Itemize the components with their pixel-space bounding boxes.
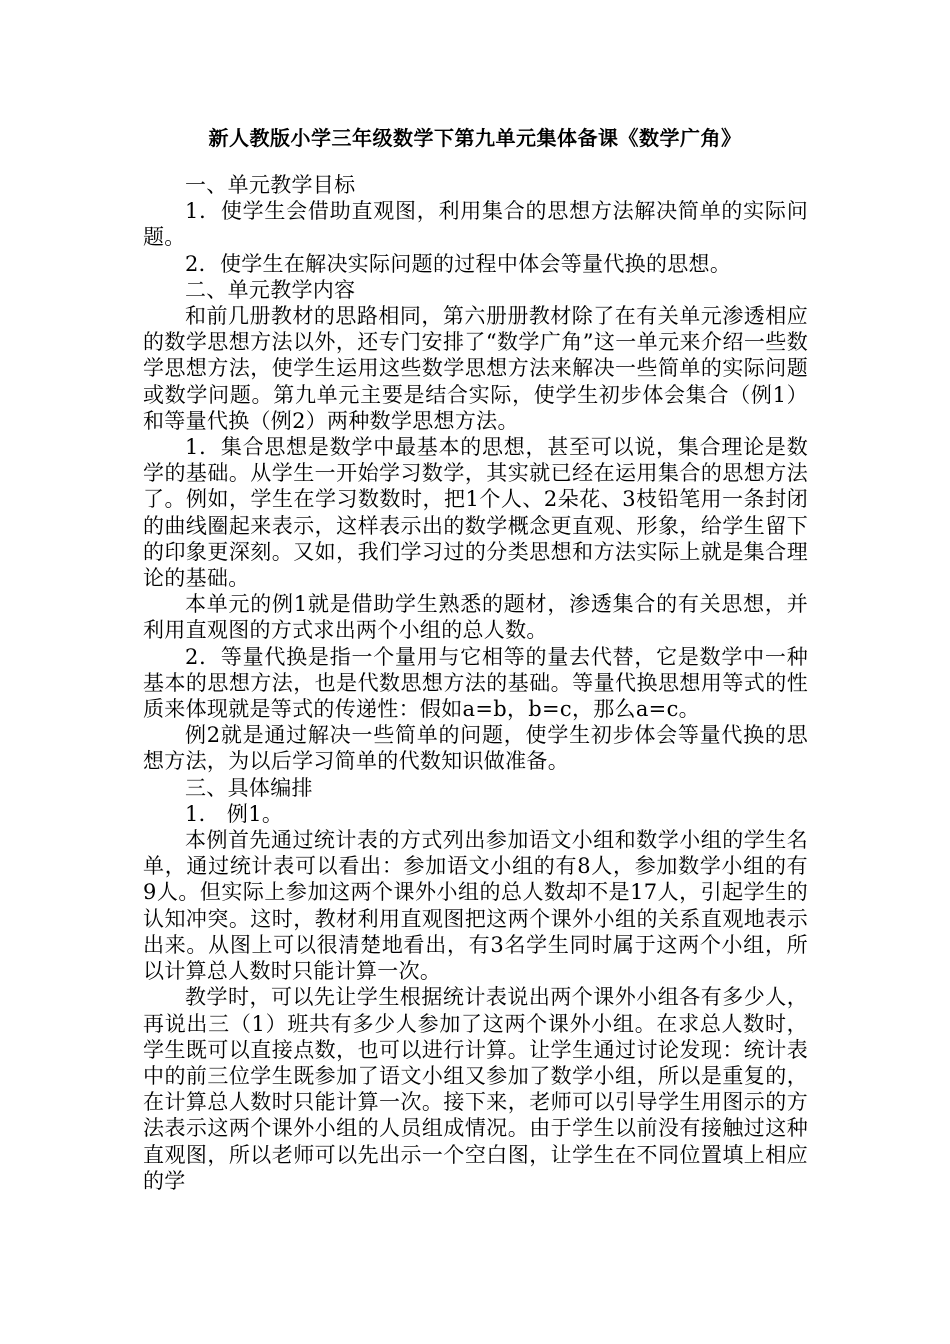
goal-item-1: 1．使学生会借助直观图，利用集合的思想方法解决简单的实际问题。 xyxy=(143,199,808,250)
example-1-summary-paragraph: 本单元的例1就是借助学生熟悉的题材，渗透集合的有关思想，并利用直观图的方式求出两个小组的总人数。 xyxy=(143,592,808,643)
heading-unit-goals: 一、单元教学目标 xyxy=(185,173,356,197)
document-body xyxy=(143,172,808,1194)
example-1-heading: 1． 例1。 xyxy=(185,801,284,826)
heading-unit-content: 二、单元教学内容 xyxy=(185,277,356,302)
content-paragraph: 和前几册教材的思路相同，第六册册教材除了在有关单元渗透相应的数学思想方法以外，还专门安排了“数学广角”这一单元来介绍一些数学思想方法，使学生运用这些数学思想方法来解决一些简单的实际问题或数学问题。第九单元主要是结合实际，使学生初步体会集合（例1）和等量代换（例2）两种数学思想方法。 xyxy=(143,304,808,433)
equivalent-substitution-paragraph: 2．等量代换是指一个量用与它相等的量去代替，它是数学中一种基本的思想方法，也是代数思想方法的基础。等量代换思想用等式的性质来体现就是等式的传递性：假如a=b，b=c，那么a=c。 xyxy=(143,644,808,722)
teaching-suggestion-paragraph: 教学时，可以先让学生根据统计表说出两个课外小组各有多少人，再说出三（1）班共有多少人参加了这两个课外小组。在求总人数时，学生既可以直接点数，也可以进行计算。让学生通过讨论发现：统计表中的前三位学生既参加了语文小组又参加了数学小组，所以是重复的，在计算总人数时只能计算一次。接下来，老师可以引导学生用图示的方法表示这两个课外小组的人员组成情况。由于学生以前没有接触过这种直观图，所以老师可以先出示一个空白图，让学生在不同位置填上相应的学 xyxy=(143,985,808,1193)
example-2-summary-paragraph: 例2就是通过解决一些简单的问题，使学生初步体会等量代换的思想方法，为以后学习简单的代数知识做准备。 xyxy=(143,723,808,774)
heading-specific-arrangement: 三、具体编排 xyxy=(185,775,313,800)
example-1-description-paragraph: 本例首先通过统计表的方式列出参加语文小组和数学小组的学生名单，通过统计表可以看出：参加语文小组的有8人，参加数学小组的有9人。但实际上参加这两个课外小组的总人数却不是17人，引起学生的认知冲突。这时，教材利用直观图把这两个课外小组的关系直观地表示出来。从图上可以很清楚地看出，有3名学生同时属于这两个小组，所以计算总人数时只能计算一次。 xyxy=(143,828,808,984)
goal-item-2: 2．使学生在解决实际问题的过程中体会等量代换的思想。 xyxy=(185,251,732,276)
document-title: 新人教版小学三年级数学下第九单元集体备课《数学广角》 xyxy=(208,126,742,150)
set-theory-paragraph: 1．集合思想是数学中最基本的思想，甚至可以说，集合理论是数学的基础。从学生一开始学习数学，其实就已经在运用集合的思想方法了。例如，学生在学习数数时，把1个人、2朵花、3枝铅笔用一条封闭的曲线圈起来表示，这样表示出的数学概念更直观、形象，给学生留下的印象更深刻。又如，我们学习过的分类思想和方法实际上就是集合理论的基础。 xyxy=(143,435,808,591)
